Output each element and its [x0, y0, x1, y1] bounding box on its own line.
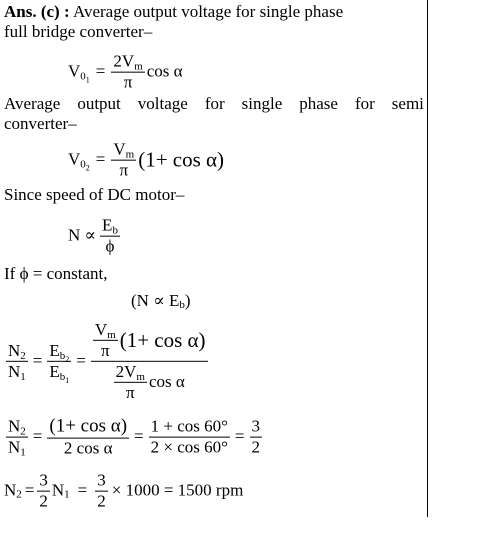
right-border-line [427, 0, 428, 517]
condition-line: If ϕ = constant, [4, 264, 108, 283]
semi-converter-line-1: Average output voltage for single phase for semi [4, 94, 424, 113]
fraction-eb-over-phi: $\frac{Eb}{\phi}$ [102, 215, 118, 256]
answer-prefix: Ans. (c) : [4, 2, 70, 21]
answer-line-2: full bridge converter– [4, 22, 153, 41]
fraction-3-over-2-a: $\frac{3}{2}$ [39, 470, 48, 511]
answer-line-1 [4, 2, 343, 22]
fraction-1pluscos-over-2cos: $\frac{\text{(1+ cos α)}}{\text{2 cos α}}$ [49, 415, 128, 458]
equation-n-proportional-eb: (N ∝ E b ) [131, 291, 191, 311]
equation-n-proportional: N ∝ $\frac{Eb}{\phi}$ [68, 215, 118, 256]
fraction-eb2-over-eb1: $\frac{Eb_2}{Eb_1}$ [49, 340, 70, 385]
speed-line: Since speed of DC motor– [4, 185, 185, 204]
fraction-cos60: $\frac{1 + \cos 60^\circ}{2 \times \cos 60^\circ}$ [150, 416, 228, 457]
equation-ratio-2: $\frac{N2}{N1}$ = $\frac{\text{(1+ cos α)}}{\text{2 cos α}}$ = $\frac{1 + \cos 60^\circ}{2 \times \cos 60^\circ}$ = $\frac{3}{2}$ [8, 415, 261, 459]
fraction-n2-over-n1-b: $\frac{N2}{N1}$ [8, 416, 26, 459]
equation-final: N 2 = $\frac{3}{2}$ N 1 = $\frac{3}{2}$ × 1000 = 1500 rpm [4, 470, 244, 511]
equation-full-bridge: V $0_1$ = $\frac{2Vm}{\pi}$ cos α [68, 51, 183, 92]
fraction-n2-over-n1: $\frac{N2}{N1}$ [8, 340, 26, 383]
answer-text-1: Average output voltage for single phase [72, 2, 344, 21]
fraction-vm-over-pi: $\frac{Vm}{\pi}$ [113, 139, 135, 180]
fraction-3-over-2: $\frac{3}{2}$ [251, 416, 261, 457]
equation-semi-converter: V $0_2$ = $\frac{Vm}{\pi}$ (1+ cos α) [68, 139, 225, 180]
compound-fraction: $\frac{Vm}{\pi}$ (1+ cos α) $\frac{2Vm}{\pi}$ cos α [91, 321, 208, 401]
equation-ratio-1: $\frac{N2}{N1}$ = $\frac{Eb_2}{Eb_1}$ = $\frac{Vm}{\pi}$ (1+ cos α) $\frac{2Vm}{\pi}$ cos α [8, 319, 206, 402]
fraction-3-over-2-b: $\frac{3}{2}$ [97, 470, 106, 511]
semi-converter-line-2: converter– [4, 114, 77, 133]
fraction-2vm-over-pi: $\frac{2Vm}{\pi}$ [113, 51, 143, 92]
